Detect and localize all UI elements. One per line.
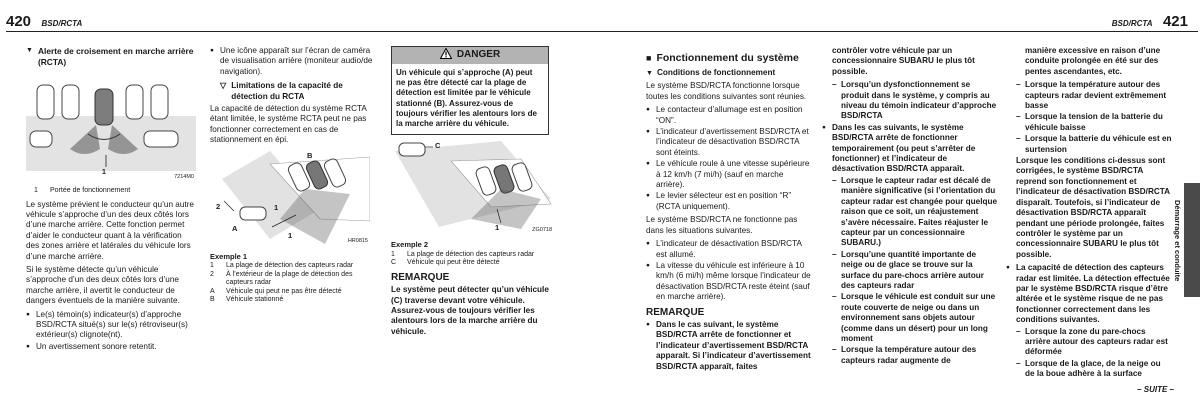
dealer-check-text: contrôler votre véhicule par un concessionnaire SUBARU le plus tôt possible. <box>832 46 975 76</box>
icon-camera-bullet: ● Une icône apparaît sur l’écran de caméra de visualisation arrière (moniteur audio/de navigation). <box>210 46 378 77</box>
ex2-code: ZG0718 <box>532 226 552 233</box>
left-header-title: BSD/RCTA <box>41 19 83 28</box>
ex1-caption-row <box>210 271 378 288</box>
chapter-side-label: Démarrage et conduite <box>1173 200 1182 282</box>
recovery-para: Lorsque les conditions ci-dessus sont corrigées, le système BSD/RCTA reprend son fonctionnement et l’indicateur de désactivation BSD/RCTA disparaît. Toutefois, si l’indicateur de désactivation BSD/RCTA apparaît pendant une période prolongée, faites contrôler le système par un concessionnaire SUBARU le plus tôt possible. <box>1016 156 1170 259</box>
condition-bullet: ● L’indicateur d’avertissement BSD/RCTA et l’indicateur de désactivation BSD/RCTA sont éteints. <box>646 127 812 158</box>
ex2-caption-key: C <box>391 259 397 267</box>
limitations-heading: ▽ Limitations de la capacité de détection du RCTA <box>210 81 378 102</box>
danger-text: Un véhicule qui s’approche (A) peut ne pas être détecté car la plage de détection est limitée par le véhicule stationné (B). Assurez-vous de toujours vérifier les alentours lors de la marche arrière du véhicule. <box>396 68 537 129</box>
right-page-number: 421 <box>1162 13 1188 30</box>
fig1-caption-text: Portée de fonctionnement <box>50 187 131 194</box>
ex1-caption-key: 1 <box>210 262 214 270</box>
right-col-2 <box>822 46 998 367</box>
rcta-heading-text: Alerte de croisement en marche arrière (RCTA) <box>37 46 194 67</box>
left-remark-text: Le système peut détecter qu’un véhicule (C) traverse devant votre véhicule. Assurez-vous de toujours vérifier les alentours lors de la marche arrière du véhicule. <box>391 285 549 336</box>
right-col-3 <box>1006 46 1172 381</box>
ex1-caption-text: Véhicule qui peut ne pas être détecté <box>226 287 342 295</box>
temporary-stop-dash: – Lorsque le capteur radar est décalé de manière significative (si l’orientation du capteur radar est changée pour quelque raison que ce soit, un réajustement s’avère nécessaire. Faites réajuster le capteur par un concessionnaire SUBARU.) <box>832 176 998 249</box>
temporary-stop-bullet: ● Dans les cas suivants, le système BSD/RCTA arrête de fonctionner temporairement (ou peut s’arrêter de fonctionner) et l’indicateur de désactivation BSD/RCTA apparaît. <box>822 123 998 175</box>
example-2-captions <box>391 251 559 268</box>
ex2-caption-text: La plage de détection des capteurs radar <box>407 250 535 258</box>
fig1-caption-num: 1 <box>34 187 38 194</box>
left-col-3 <box>391 46 559 340</box>
ex1-label-a: A <box>232 223 238 233</box>
ex2-label-1: 1 <box>495 223 500 233</box>
ex1-caption-text: Véhicule stationné <box>226 296 284 304</box>
ex2-caption-row <box>391 251 559 260</box>
danger-title: DANGER <box>456 49 501 61</box>
rcta-heading: ▼ Alerte de croisement en marche arrière (RCTA) <box>26 46 194 67</box>
ex1-caption-text: À l’extérieur de la plage de détection des capteurs radar <box>226 270 353 287</box>
conditions-intro: Le système BSD/RCTA fonctionne lorsque toutes les conditions suivantes sont réunies. <box>646 81 807 101</box>
condition-bullet: ● Le levier sélecteur est en position “R” (RCTA uniquement). <box>646 191 812 212</box>
left-header-rule <box>6 31 600 32</box>
ex1-caption-row <box>210 262 378 271</box>
example-1-captions <box>210 262 378 305</box>
rcta-bullet-1: ● Le(s) témoin(s) indicateur(s) d’approche BSD/RCTA situé(s) sur le(s) rétroviseur(s) extérieur(s) clignote(nt). <box>26 310 194 341</box>
left-col-2 <box>210 46 378 305</box>
warning-triangle-icon <box>440 48 452 62</box>
temperature-continued: manière excessive en raison d’une conduite prolongée en été sur des pentes ascendantes, etc. <box>1025 46 1161 76</box>
ex1-caption-key: 2 <box>210 270 214 278</box>
condition-dash: – Lorsque la température autour des capteurs radar devient extrêmement basse <box>1016 80 1172 111</box>
temporary-stop-dash: – Lorsqu’une quantité importante de neige ou de glace se trouve sur la surface du pare-chocs arrière autour des capteurs radar <box>832 250 998 292</box>
left-header <box>6 13 82 31</box>
ex1-caption-key: A <box>210 287 215 295</box>
right-col-1 <box>646 52 812 373</box>
ex2-caption-row <box>391 259 559 268</box>
continued-marker: – SUITE – <box>1137 385 1174 394</box>
right-page <box>600 0 1200 402</box>
danger-header <box>392 47 548 64</box>
temporary-stop-dash: – Lorsque la température autour des capteurs radar augmente de <box>832 345 998 366</box>
non-operation-bullet: ● L’indicateur de désactivation BSD/RCTA est allumé. <box>646 239 812 260</box>
fig1-label-1: 1 <box>102 169 106 176</box>
malfunction-dash: – Lorsqu’un dysfonctionnement se produit dans le système, y compris au niveau du témoin indicateur d’approche BSD/RCTA <box>832 80 998 122</box>
ex1-label-2: 2 <box>216 201 221 211</box>
ex1-label-b: B <box>307 150 313 160</box>
example-2-title: Exemple 2 <box>391 240 429 250</box>
ex2-caption-key: 1 <box>391 250 395 258</box>
ex1-caption-row <box>210 296 378 305</box>
condition-bullet: ● Le véhicule roule à une vitesse supérieure à 12 km/h (7 mi/h) (sauf en marche arrière). <box>646 159 812 190</box>
ex1-label-1: 1 <box>274 202 279 212</box>
ex2-label-c: C <box>435 141 441 151</box>
limitation-dash: – Lorsque de la glace, de la neige ou de la boue adhère à la surface <box>1016 359 1172 380</box>
ex2-caption-text: Véhicule qui peut être détecté <box>407 259 500 267</box>
system-operation-heading: ■ Fonctionnement du système <box>646 52 812 65</box>
non-operation-intro: Le système BSD/RCTA ne fonctionne pas dans les situations suivantes. <box>646 215 798 235</box>
limited-capacity-bullet: ● La capacité de détection des capteurs radar est limitée. La détection effectuée par le système BSD/RCTA risque d’être altérée et le système risque de ne pas fonctionner correctement dans les conditions suivantes. <box>1006 263 1172 325</box>
left-col-1 <box>26 46 194 353</box>
right-remark-title: REMARQUE <box>646 306 705 318</box>
rcta-para-2: Si le système détecte qu’un véhicule s’approche d’un des deux côtés lors d’une marche arrière, il avertit le conducteur de dangers éventuels de la manière suivante. <box>26 265 180 306</box>
detection-range-illustration <box>26 79 196 184</box>
temporary-stop-dash: – Lorsque le véhicule est conduit sur une route couverte de neige ou dans un environnement sans objets autour (comme dans un désert) pour un long moment <box>832 292 998 344</box>
fig1-code: 7214M0 <box>174 173 194 180</box>
figure-detection-range <box>26 79 196 184</box>
left-remark-title: REMARQUE <box>391 271 450 283</box>
figure-example-2 <box>391 139 556 237</box>
danger-box <box>391 46 549 135</box>
condition-dash: – Lorsque la tension de la batterie du véhicule baisse <box>1016 112 1172 133</box>
rcta-para-1: Le système prévient le conducteur qu’un autre véhicule s’approche d’un des deux côtés lors d’une marche arrière. Cette fonction permet d’aider le conducteur quant à la vérification des zones arrière et latérales du véhicule lors d’une marche arrière. <box>26 199 194 261</box>
left-page-number: 420 <box>6 13 32 30</box>
non-operation-bullet: ● La vitesse du véhicule est inférieure à 10 km/h (6 mi/h) même lorsque l’indicateur de désactivation BSD/RCTA reste éteint (sauf en marche arrière). <box>646 261 812 303</box>
condition-dash: – Lorsque la batterie du véhicule est en surtension <box>1016 134 1172 155</box>
ex1-caption-row <box>210 288 378 297</box>
ex1-caption-text: La plage de détection des capteurs radar <box>226 262 354 270</box>
limitation-dash: – Lorsque la zone du pare-chocs arrière autour des capteurs radar est déformée <box>1016 327 1172 358</box>
rcta-bullet-2: ● Un avertissement sonore retentit. <box>26 342 194 352</box>
right-header-rule <box>600 31 1198 32</box>
example-2-illustration <box>391 139 556 237</box>
right-header-title: BSD/RCTA <box>1111 19 1153 28</box>
ex1-caption-key: B <box>210 296 215 304</box>
right-header <box>1112 13 1188 31</box>
limitations-para: La capacité de détection du système RCTA étant limitée, le système RCTA peut ne pas fonctionner correctement en cas de stationnement en épi. <box>210 104 367 145</box>
chapter-tab <box>1184 183 1200 297</box>
example-1-title: Exemple 1 <box>210 251 248 261</box>
condition-bullet: ● Le contacteur d’allumage est en position “ON”. <box>646 105 812 126</box>
limitations-heading-text: Limitations de la capacité de détection du RCTA <box>231 81 343 101</box>
right-remark-bullet: ● Dans le cas suivant, le système BSD/RCTA arrête de fonctionner et l’indicateur d’avertissement BSD/RCTA apparaît. Si l’indicateur d’avertissement BSD/RCTA apparaît, faites <box>646 320 812 372</box>
figure-example-1 <box>210 149 370 249</box>
ex1-code: HR0815 <box>347 238 368 245</box>
fig1-caption <box>34 187 194 196</box>
ex1-label-1b: 1 <box>288 230 293 240</box>
operating-conditions-heading: ▼ Conditions de fonctionnement <box>646 68 812 79</box>
